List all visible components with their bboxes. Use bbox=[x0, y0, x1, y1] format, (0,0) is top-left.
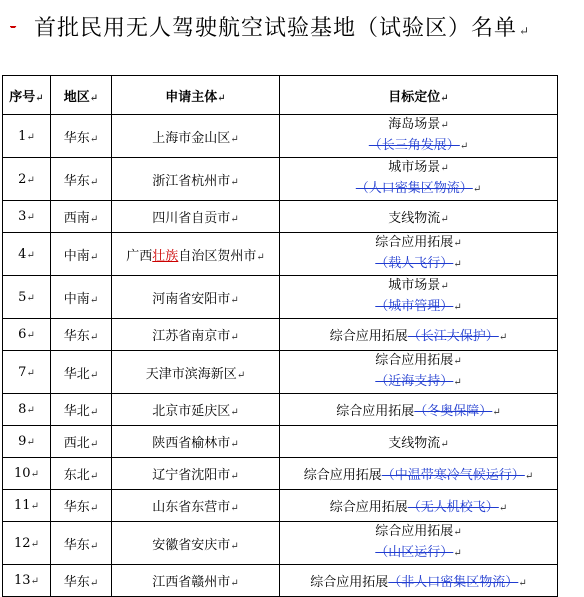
cell-region: 东北↵ bbox=[51, 458, 112, 490]
cell-mark-icon: ↵ bbox=[230, 407, 239, 418]
cell-region: 中南↵ bbox=[51, 233, 112, 276]
cell-mark-icon: ↵ bbox=[89, 503, 99, 514]
cell-mark-icon: ↵ bbox=[230, 133, 239, 145]
cell-subject: 江苏省南京市↵ bbox=[112, 319, 280, 351]
cell-target: 支线物流↵ bbox=[280, 201, 558, 233]
cell-no: 3↵ bbox=[3, 201, 51, 233]
cell-mark-icon: ↵ bbox=[230, 471, 239, 482]
cell-mark-icon: ↵ bbox=[230, 540, 239, 552]
cell-mark-icon: ↵ bbox=[230, 176, 239, 188]
header-subject: 申请主体↵ bbox=[112, 76, 280, 115]
table-row bbox=[3, 394, 558, 426]
cell-no: 5↵ bbox=[3, 276, 51, 319]
deleted-note: （中温带寒冷气候运行） bbox=[381, 468, 525, 483]
cell-mark-icon: ↵ bbox=[26, 330, 35, 341]
cell-mark-icon: ↵ bbox=[440, 163, 449, 174]
cell-mark-icon: ↵ bbox=[453, 548, 462, 559]
cell-target: 综合应用拓展（中温带寒冷气候运行）↵ bbox=[280, 458, 558, 490]
cell-no: 10↵ bbox=[3, 458, 51, 490]
cell-mark-icon: ↵ bbox=[230, 503, 239, 514]
cell-mark-icon: ↵ bbox=[230, 439, 239, 450]
cell-mark-icon: ↵ bbox=[89, 176, 99, 188]
cell-target: 综合应用拓展（非人口密集区物流）↵ bbox=[280, 565, 558, 597]
cell-mark-icon: ↵ bbox=[230, 332, 239, 343]
cell-target: 综合应用拓展↵ （近海支持）↵ bbox=[280, 351, 558, 394]
cell-mark-icon: ↵ bbox=[440, 214, 449, 225]
cell-region: 华东↵ bbox=[51, 319, 112, 351]
cell-mark-icon: ↵ bbox=[89, 133, 99, 145]
cell-subject: 安徽省安庆市↵ bbox=[112, 522, 280, 565]
cell-mark-icon: ↵ bbox=[459, 141, 469, 152]
table-header-row bbox=[3, 76, 558, 115]
cell-target: 综合应用拓展↵ （载人飞行）↵ bbox=[280, 233, 558, 276]
cell-mark-icon: ↵ bbox=[89, 439, 99, 450]
cell-subject: 广西壮族自治区贺州市↵ bbox=[112, 233, 280, 276]
table-row bbox=[3, 319, 558, 351]
deleted-note: （城市管理） bbox=[375, 299, 454, 314]
cell-no: 8↵ bbox=[3, 394, 51, 426]
table-row bbox=[3, 115, 558, 158]
cell-no: 4↵ bbox=[3, 233, 51, 276]
cell-no: 6↵ bbox=[3, 319, 51, 351]
cell-mark-icon: ↵ bbox=[453, 527, 462, 538]
deleted-note: （长三角发展） bbox=[368, 138, 460, 153]
cell-target: 综合应用拓展（冬奥保障）↵ bbox=[280, 394, 558, 426]
site-list-table bbox=[2, 75, 558, 597]
cell-target: 综合应用拓展↵ （山区运行）↵ bbox=[280, 522, 558, 565]
cell-subject: 浙江省杭州市↵ bbox=[112, 158, 280, 201]
cell-region: 华东↵ bbox=[51, 490, 112, 522]
cell-mark-icon: ↵ bbox=[89, 294, 99, 306]
deleted-note: （山区运行） bbox=[375, 545, 454, 560]
deleted-note: （长江大保护） bbox=[407, 329, 499, 344]
title-text: 首批民用无人驾驶航空试验基地（试验区）名单 bbox=[34, 16, 518, 41]
cell-region: 华东↵ bbox=[51, 115, 112, 158]
cell-target: 综合应用拓展（长江大保护）↵ bbox=[280, 319, 558, 351]
header-region: 地区↵ bbox=[51, 76, 112, 115]
table-row bbox=[3, 522, 558, 565]
cell-region: 华东↵ bbox=[51, 158, 112, 201]
cell-target: 海岛场景↵ （长三角发展）↵ bbox=[280, 115, 558, 158]
cell-mark-icon: ↵ bbox=[26, 249, 35, 261]
cell-region: 中南↵ bbox=[51, 276, 112, 319]
deleted-note: （无人机校飞） bbox=[407, 500, 499, 515]
cell-mark-icon: ↵ bbox=[440, 439, 449, 450]
cell-mark-icon: ↵ bbox=[230, 294, 239, 306]
cell-target: 综合应用拓展（无人机校飞）↵ bbox=[280, 490, 558, 522]
table-row bbox=[3, 158, 558, 201]
deleted-mark: - bbox=[10, 16, 17, 37]
cell-mark-icon: ↵ bbox=[472, 184, 482, 195]
cell-mark-icon: ↵ bbox=[30, 501, 39, 512]
cell-subject: 上海市金山区↵ bbox=[112, 115, 280, 158]
cell-mark-icon: ↵ bbox=[26, 131, 35, 143]
deleted-note: （非人口密集区物流） bbox=[388, 575, 519, 590]
table-row bbox=[3, 233, 558, 276]
cell-no: 1↵ bbox=[3, 115, 51, 158]
cell-target: 城市场景↵ （城市管理）↵ bbox=[280, 276, 558, 319]
cell-mark-icon: ↵ bbox=[26, 367, 35, 379]
header-no: 序号↵ bbox=[3, 76, 51, 115]
deleted-note: （载人飞行） bbox=[375, 256, 454, 271]
cell-mark-icon: ↵ bbox=[440, 281, 449, 292]
cell-mark-icon: ↵ bbox=[26, 212, 35, 223]
cell-region: 西南↵ bbox=[51, 201, 112, 233]
cell-mark-icon: ↵ bbox=[89, 369, 99, 381]
cell-region: 华东↵ bbox=[51, 522, 112, 565]
cell-mark-icon: ↵ bbox=[236, 369, 246, 381]
cell-mark-icon: ↵ bbox=[26, 292, 35, 304]
header-target: 目标定位↵ bbox=[280, 76, 558, 115]
cell-target: 城市场景↵ （人口密集区物流）↵ bbox=[280, 158, 558, 201]
document-title-block bbox=[0, 6, 584, 46]
paragraph-mark-icon: ↵ bbox=[519, 24, 531, 38]
table-row bbox=[3, 490, 558, 522]
cell-mark-icon: ↵ bbox=[453, 377, 462, 388]
cell-mark-icon: ↵ bbox=[89, 251, 99, 263]
cell-mark-icon: ↵ bbox=[26, 174, 35, 186]
cell-mark-icon: ↵ bbox=[26, 405, 35, 416]
cell-mark-icon: ↵ bbox=[453, 238, 462, 249]
cell-region: 华北↵ bbox=[51, 394, 112, 426]
cell-mark-icon: ↵ bbox=[89, 540, 99, 552]
cell-no: 13↵ bbox=[3, 565, 51, 597]
document-title bbox=[34, 11, 530, 42]
cell-region: 西北↵ bbox=[51, 426, 112, 458]
cell-no: 9↵ bbox=[3, 426, 51, 458]
deleted-note: （人口密集区物流） bbox=[355, 181, 473, 196]
cell-subject: 天津市滨海新区↵ bbox=[112, 351, 280, 394]
cell-mark-icon: ↵ bbox=[453, 259, 462, 270]
cell-mark-icon: ↵ bbox=[30, 538, 39, 550]
cell-mark-icon: ↵ bbox=[89, 578, 99, 589]
cell-mark-icon: ↵ bbox=[256, 251, 265, 263]
cell-mark-icon: ↵ bbox=[453, 356, 462, 367]
cell-subject: 江西省赣州市↵ bbox=[112, 565, 280, 597]
cell-mark-icon: ↵ bbox=[230, 578, 239, 589]
cell-mark-icon: ↵ bbox=[440, 120, 449, 131]
cell-no: 2↵ bbox=[3, 158, 51, 201]
cell-mark-icon: ↵ bbox=[230, 214, 239, 225]
cell-mark-icon: ↵ bbox=[492, 407, 501, 418]
table-row bbox=[3, 201, 558, 233]
cell-subject: 四川省自贡市↵ bbox=[112, 201, 280, 233]
deleted-note: （冬奥保障） bbox=[414, 404, 493, 419]
cell-mark-icon: ↵ bbox=[498, 503, 508, 514]
cell-mark-icon: ↵ bbox=[524, 471, 534, 482]
cell-subject: 山东省东营市↵ bbox=[112, 490, 280, 522]
table-row bbox=[3, 458, 558, 490]
cell-mark-icon: ↵ bbox=[30, 576, 39, 587]
deleted-note: （近海支持） bbox=[375, 374, 454, 389]
cell-no: 12↵ bbox=[3, 522, 51, 565]
table-row bbox=[3, 426, 558, 458]
cell-mark-icon: ↵ bbox=[518, 578, 527, 589]
cell-mark-icon: ↵ bbox=[30, 469, 39, 480]
cell-mark-icon: ↵ bbox=[498, 332, 508, 343]
cell-subject: 陕西省榆林市↵ bbox=[112, 426, 280, 458]
tracked-change-text: 壮族 bbox=[152, 248, 179, 264]
cell-mark-icon: ↵ bbox=[89, 407, 99, 418]
cell-mark-icon: ↵ bbox=[89, 332, 99, 343]
table-row bbox=[3, 351, 558, 394]
table-row bbox=[3, 276, 558, 319]
cell-target: 支线物流↵ bbox=[280, 426, 558, 458]
cell-mark-icon: ↵ bbox=[453, 302, 462, 313]
cell-subject: 北京市延庆区↵ bbox=[112, 394, 280, 426]
cell-region: 华东↵ bbox=[51, 565, 112, 597]
cell-mark-icon: ↵ bbox=[89, 471, 99, 482]
cell-mark-icon: ↵ bbox=[89, 214, 99, 225]
cell-mark-icon: ↵ bbox=[26, 437, 35, 448]
cell-no: 7↵ bbox=[3, 351, 51, 394]
cell-subject: 河南省安阳市↵ bbox=[112, 276, 280, 319]
cell-subject: 辽宁省沈阳市↵ bbox=[112, 458, 280, 490]
table-row bbox=[3, 565, 558, 597]
cell-region: 华北↵ bbox=[51, 351, 112, 394]
cell-no: 11↵ bbox=[3, 490, 51, 522]
